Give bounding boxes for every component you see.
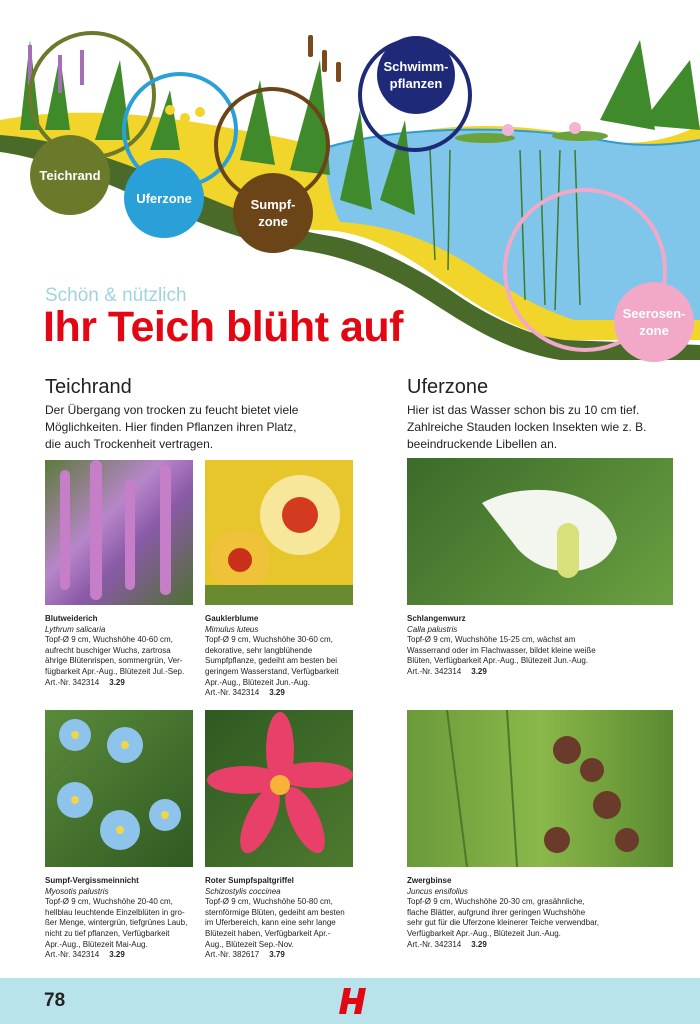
zone-badge-seerosenzone <box>614 282 694 362</box>
product-desc-line: Topf-Ø 9 cm, Wuchshöhe 40-60 cm, <box>45 635 173 645</box>
product-desc-line: Wasserrand oder im Flachwasser, bildet kleine weiße <box>407 645 596 655</box>
photo-schlangenwurz <box>407 458 673 605</box>
intro-line: Zahlreiche Stauden locken Insekten wie z. B. <box>407 420 647 434</box>
product-name: Blutweiderich <box>45 614 98 623</box>
product-name: Sumpf-Vergissmeinnicht <box>45 876 139 885</box>
photo-zwergbinse <box>407 710 673 867</box>
product-desc-line: Topf-Ø 9 cm, Wuchshöhe 30-60 cm, <box>205 635 333 645</box>
hornbach-logo <box>337 986 371 1021</box>
zone-label-schwimm-1: Schwimm- <box>383 59 449 74</box>
product-desc-line: Apr.-Aug., Blütezeit Mai-Aug. <box>45 939 148 949</box>
product-desc-line: Verfügbarkeit Apr.-Aug., Blütezeit Jun.-Aug. <box>407 928 561 938</box>
intro-line: Möglichkeiten. Hier finden Pflanzen ihren Platz, <box>45 420 297 434</box>
intro-line: Hier ist das Wasser schon bis zu 10 cm tief. <box>407 403 640 417</box>
article-number: Art.-Nr. 342314 <box>407 666 462 676</box>
intro-line: Der Übergang von trocken zu feucht bietet viele <box>45 403 299 417</box>
product-name: Roter Sumpfspaltgriffel <box>205 876 294 885</box>
product-name: Zwergbinse <box>407 876 452 885</box>
product-name: Gauklerblume <box>205 614 259 623</box>
product-latin: Juncus ensifolius <box>407 886 468 896</box>
product-latin: Lythrum salicaria <box>45 624 106 634</box>
product-desc-line: Topf-Ø 9 cm, Wuchshöhe 15-25 cm, wächst am <box>407 635 576 645</box>
product-blutweiderich <box>45 614 200 688</box>
zone-badge-sumpfzone <box>233 173 313 253</box>
product-desc-line: dekorative, sehr langblühende <box>205 645 313 655</box>
zone-label-seerosen-2: zone <box>639 323 669 338</box>
product-desc-line: Blütezeit haben, Verfügbarkeit Apr.- <box>205 928 331 938</box>
zone-label-sumpfzone-2: zone <box>258 214 288 229</box>
article-number: Art.-Nr. 342314 <box>45 677 100 687</box>
zone-badge-teichrand <box>30 135 110 215</box>
product-desc-line: im Uferbereich, kann eine sehr lange <box>205 918 336 928</box>
product-desc-line: ßer Menge, wintergrün, tiefgrünes Laub, <box>45 918 188 928</box>
product-desc-line: sternförmige Blüten, gedeiht am besten <box>205 907 345 917</box>
product-desc-line: Sumpfpflanze, gedeiht am besten bei <box>205 656 338 666</box>
article-number: Art.-Nr. 382617 <box>205 950 260 960</box>
product-gauklerblume <box>205 614 365 699</box>
product-desc-line: aufrecht buschiger Wuchs, zartrosa <box>45 645 171 655</box>
product-name: Schlangenwurz <box>407 614 466 623</box>
article-number: Art.-Nr. 342314 <box>407 939 462 949</box>
product-latin: Schizostylis coccinea <box>205 886 281 896</box>
zone-label-seerosen-1: Seerosen- <box>622 306 686 321</box>
product-desc-line: sehr gut für die Uferzone kleinerer Teiche verwendbar, <box>407 918 599 928</box>
price: 3.29 <box>109 950 125 960</box>
price: 3.29 <box>269 688 285 698</box>
product-desc-line: hellblau leuchtende Einzelblüten in gro- <box>45 907 185 917</box>
product-desc-line: Apr.-Aug., Blütezeit Jun.-Aug. <box>205 677 310 687</box>
article-number: Art.-Nr. 342314 <box>205 688 260 698</box>
section-intro-teichrand <box>45 402 298 453</box>
product-desc-line: geringem Wasserstand, Verfügbarkeit <box>205 666 339 676</box>
product-desc-line: Topf-Ø 9 cm, Wuchshöhe 20-30 cm, grasähnliche, <box>407 897 585 907</box>
intro-line: die auch Trockenheit vertragen. <box>45 437 214 451</box>
zone-badge-uferzone <box>124 158 204 238</box>
product-latin: Calla palustris <box>407 624 458 634</box>
product-desc-line: nicht zu tief pflanzen, Verfügbarkeit <box>45 928 170 938</box>
photo-sumpf-vergissmeinnicht <box>45 710 193 867</box>
zone-label-uferzone: Uferzone <box>136 190 192 206</box>
product-latin: Mimulus luteus <box>205 624 259 634</box>
product-zwergbinse <box>407 876 677 950</box>
section-intro-uferzone <box>407 402 646 453</box>
intro-line: beeindruckende Libellen an. <box>407 437 558 451</box>
article-number: Art.-Nr. 342314 <box>45 950 100 960</box>
photo-blutweiderich <box>45 460 193 605</box>
photo-gauklerblume <box>205 460 353 605</box>
kicker: Schön & nützlich <box>45 285 187 306</box>
zone-label-schwimm-2: pflanzen <box>389 76 443 91</box>
photo-roter-sumpfspaltgriffel <box>205 710 353 867</box>
section-title-uferzone: Uferzone <box>407 376 489 398</box>
price: 3.79 <box>269 950 285 960</box>
product-schlangenwurz <box>407 614 677 678</box>
zone-badge-schwimmpflanzen <box>377 36 455 114</box>
product-latin: Myosotis palustris <box>45 886 109 896</box>
page-number: 78 <box>44 990 66 1011</box>
product-desc-line: flache Blätter, aufgrund ihrer geringen Wuchshöhe <box>407 907 586 917</box>
price: 3.29 <box>471 666 487 676</box>
page-headline: Ihr Teich blüht auf <box>43 303 403 351</box>
product-desc-line: ährige Blütenrispen, sommergrün, Ver- <box>45 656 183 666</box>
zone-label-teichrand: Teichrand <box>39 167 101 183</box>
price: 3.29 <box>109 677 125 687</box>
zone-label-sumpfzone-1: Sumpf- <box>250 197 296 212</box>
product-desc-line: Topf-Ø 9 cm, Wuchshöhe 20-40 cm, <box>45 897 173 907</box>
product-desc-line: Aug., Blütezeit Sep.-Nov. <box>205 939 294 949</box>
product-sumpf-vergissmeinnicht <box>45 876 200 961</box>
section-title-teichrand: Teichrand <box>45 376 132 398</box>
product-desc-line: Blüten, Verfügbarkeit Apr.-Aug., Blütezeit Jun.-Aug. <box>407 656 588 666</box>
product-desc-line: Topf-Ø 9 cm, Wuchshöhe 50-80 cm, <box>205 897 333 907</box>
price: 3.29 <box>471 939 487 949</box>
product-roter-sumpfspaltgriffel <box>205 876 365 961</box>
product-desc-line: fügbarkeit Apr.-Aug., Blütezeit Jul.-Sep. <box>45 666 185 676</box>
